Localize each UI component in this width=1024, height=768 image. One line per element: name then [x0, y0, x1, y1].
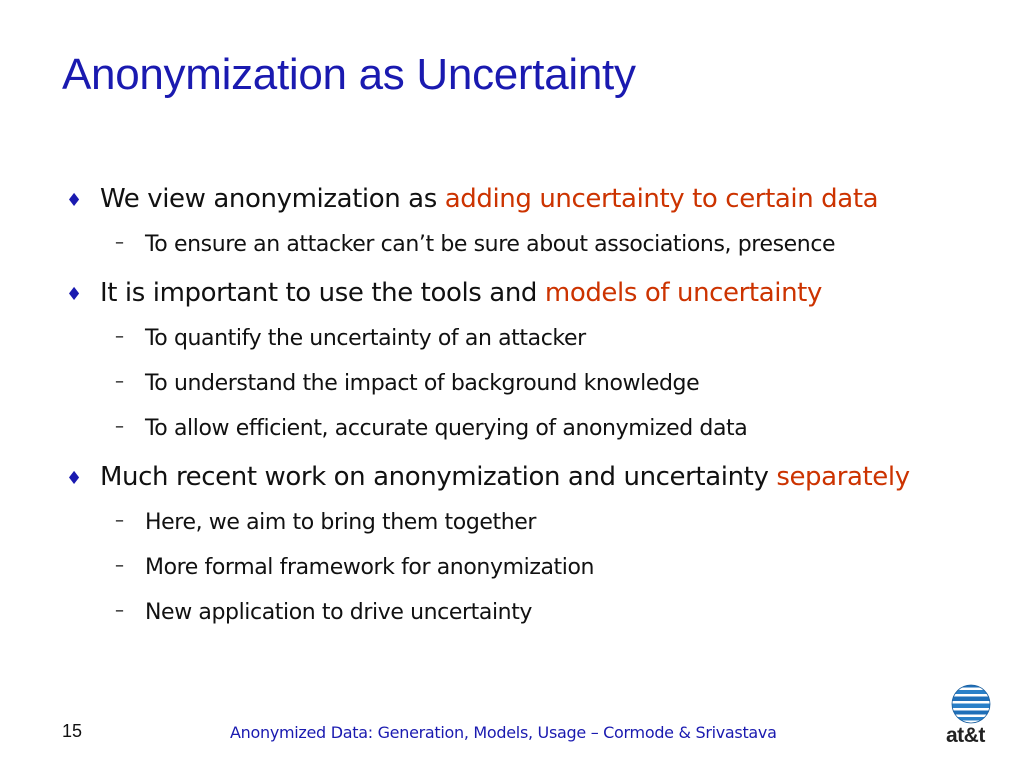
slide-title: Anonymization as Uncertainty: [62, 50, 636, 99]
bullet-text: It is important to use the tools and models of uncertainty: [100, 278, 822, 308]
footer-text: Anonymized Data: Generation, Models, Usage – Cormode & Srivastava: [230, 723, 777, 742]
sub-bullet-text: To understand the impact of background knowledge: [145, 371, 700, 396]
dash-bullet-icon: –: [115, 232, 124, 253]
highlighted-text: separately: [776, 462, 910, 492]
sub-bullet-text: More formal framework for anonymization: [145, 555, 595, 580]
diamond-bullet-icon: ♦: [66, 284, 82, 305]
dash-bullet-icon: –: [115, 555, 124, 576]
dash-bullet-icon: –: [115, 510, 124, 531]
dash-bullet-icon: –: [115, 416, 124, 437]
dash-bullet-icon: –: [115, 326, 124, 347]
dash-bullet-icon: –: [115, 371, 124, 392]
highlighted-text: models of uncertainty: [544, 278, 822, 308]
bullet-text: Much recent work on anonymization and uncertainty separately: [100, 462, 910, 492]
bullet-text: We view anonymization as adding uncertainty to certain data: [100, 184, 879, 214]
att-globe-icon: [942, 682, 1002, 762]
sub-bullet-text: To allow efficient, accurate querying of anonymized data: [145, 416, 748, 441]
att-logo-text: at&t: [946, 724, 985, 747]
sub-bullet-text: To quantify the uncertainty of an attacker: [145, 326, 586, 351]
diamond-bullet-icon: ♦: [66, 468, 82, 489]
page-number: 15: [62, 721, 83, 741]
sub-bullet-text: Here, we aim to bring them together: [145, 510, 537, 535]
dash-bullet-icon: –: [115, 600, 124, 621]
diamond-bullet-icon: ♦: [66, 190, 82, 211]
highlighted-text: adding uncertainty to certain data: [444, 184, 879, 214]
sub-bullet-text: New application to drive uncertainty: [145, 600, 533, 625]
sub-bullet-text: To ensure an attacker can’t be sure about associations, presence: [145, 232, 836, 257]
